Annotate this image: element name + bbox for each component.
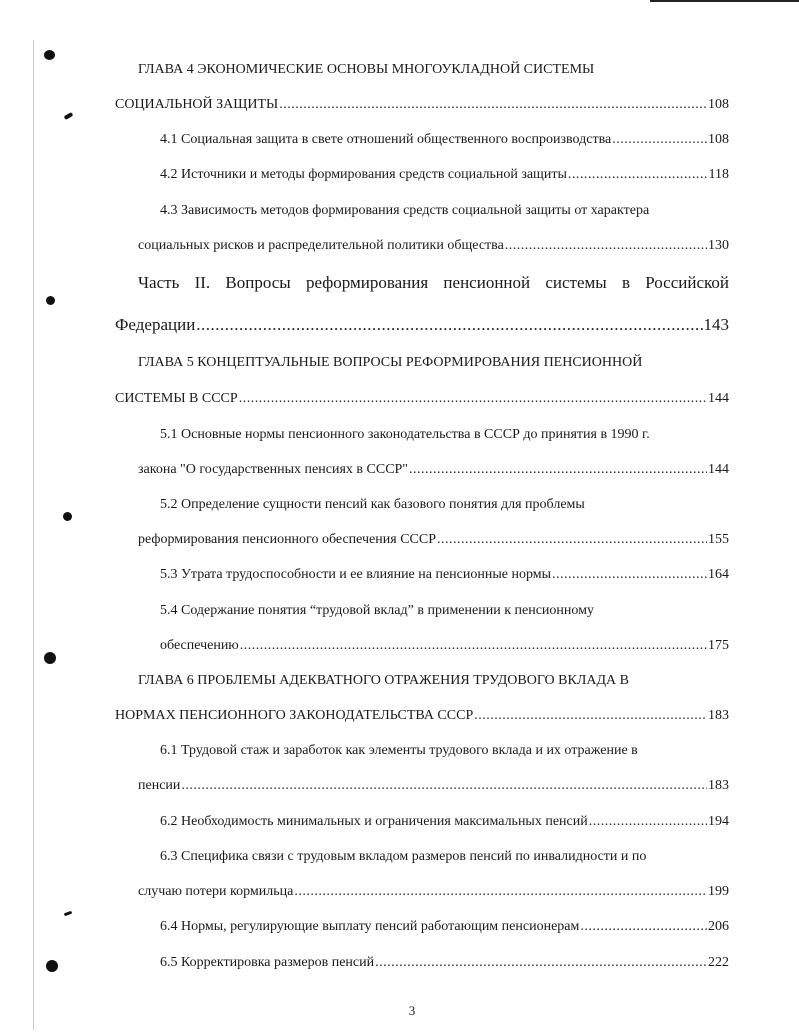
scan-edge-line <box>650 0 799 2</box>
toc-entry-label: пенсии <box>138 778 181 793</box>
scan-mark <box>63 512 72 521</box>
toc-entry-4-1 <box>160 131 729 149</box>
toc-page-number: 194 <box>708 814 729 829</box>
toc-page-number: 143 <box>703 315 729 334</box>
toc-dot-leader <box>568 166 708 184</box>
scan-mark <box>44 50 55 60</box>
toc-dot-leader <box>589 813 707 831</box>
toc-dot-leader <box>474 707 707 725</box>
toc-dot-leader <box>409 461 707 479</box>
toc-entry-5-4 <box>160 637 729 655</box>
toc-entry-6-3-line-1: 6.3 Специфика связи с трудовым вкладом размеров пенсий по инвалидности и по <box>160 849 647 864</box>
toc-chapter-6-title: ГЛАВА 6 ПРОБЛЕМЫ АДЕКВАТНОГО ОТРАЖЕНИЯ ТРУДОВОГО ВКЛАДА В <box>138 673 629 688</box>
toc-dot-leader <box>181 777 707 795</box>
toc-entry-6-2 <box>160 813 729 831</box>
toc-entry-label: НОРМАХ ПЕНСИОННОГО ЗАКОНОДАТЕЛЬСТВА СССР <box>115 708 474 723</box>
toc-page-number: 144 <box>708 462 729 477</box>
toc-entry-chapter-4 <box>115 96 729 114</box>
toc-entry-5-1 <box>138 461 729 479</box>
toc-dot-leader <box>580 918 707 936</box>
toc-entry-label: социальных рисков и распределительной политики общества <box>138 238 504 253</box>
toc-entry-label: 4.2 Источники и методы формирования средств социальной защиты <box>160 167 567 182</box>
toc-entry-label: 6.2 Необходимость минимальных и ограничения максимальных пенсий <box>160 814 588 829</box>
toc-entry-6-3 <box>138 883 729 901</box>
toc-entry-6-4 <box>160 918 729 936</box>
toc-entry-5-4-line-1: 5.4 Содержание понятия “трудовой вклад” в применении к пенсионному <box>160 603 594 618</box>
toc-page-number: 108 <box>708 132 729 147</box>
toc-entry-4-2 <box>160 166 729 184</box>
toc-chapter-4-title: ГЛАВА 4 ЭКОНОМИЧЕСКИЕ ОСНОВЫ МНОГОУКЛАДНОЙ СИСТЕМЫ <box>138 62 595 77</box>
toc-page-number: 144 <box>708 391 729 406</box>
toc-entry-label: 6.4 Нормы, регулирующие выплату пенсий работающим пенсионерам <box>160 919 580 934</box>
toc-page-number: 108 <box>708 97 729 112</box>
toc-page-number: 222 <box>708 955 729 970</box>
toc-dot-leader <box>437 531 707 549</box>
toc-page-number: 175 <box>708 638 729 653</box>
toc-entry-label: закона "О государственных пенсиях в СССР" <box>138 462 409 477</box>
toc-entry-label: Федерации <box>115 315 196 334</box>
toc-page-number: 155 <box>708 532 729 547</box>
scan-mark <box>46 296 55 305</box>
scan-edge-line <box>33 40 34 1030</box>
toc-dot-leader <box>240 637 707 655</box>
toc-entry-4-3 <box>138 237 729 255</box>
toc-entry-6-5 <box>160 954 729 972</box>
toc-entry-label: 5.3 Утрата трудоспособности и ее влияние на пенсионные нормы <box>160 567 552 582</box>
toc-entry-5-2-line-1: 5.2 Определение сущности пенсий как базового понятия для проблемы <box>160 497 585 512</box>
toc-dot-leader <box>612 131 707 149</box>
toc-dot-leader <box>196 314 702 336</box>
toc-dot-leader <box>279 96 707 114</box>
toc-entry-5-3 <box>160 566 729 584</box>
toc-page-number: 183 <box>708 708 729 723</box>
scan-mark <box>44 652 56 664</box>
toc-page-number: 206 <box>708 919 729 934</box>
toc-page-number: 118 <box>708 167 729 182</box>
scan-mark <box>64 911 73 917</box>
toc-page-number: 183 <box>708 778 729 793</box>
toc-page-number: 164 <box>708 567 729 582</box>
toc-entry-part-2 <box>115 314 729 336</box>
toc-entry-4-3-line-1: 4.3 Зависимость методов формирования средств социальной защиты от характера <box>160 203 650 218</box>
toc-dot-leader <box>505 237 707 255</box>
toc-page-number: 130 <box>708 238 729 253</box>
toc-part-2-title: Часть II. Вопросы реформирования пенсионной системы в Российской <box>138 273 729 292</box>
toc-dot-leader <box>552 566 707 584</box>
toc-entry-6-1-line-1: 6.1 Трудовой стаж и заработок как элементы трудового вклада и их отражение в <box>160 743 638 758</box>
toc-dot-leader <box>375 954 707 972</box>
toc-entry-label: СИСТЕМЫ В СССР <box>115 391 238 406</box>
toc-dot-leader <box>239 390 707 408</box>
toc-page-number: 199 <box>708 884 729 899</box>
toc-entry-label: СОЦИАЛЬНОЙ ЗАЩИТЫ <box>115 97 279 112</box>
page-number: 3 <box>408 1003 416 1018</box>
toc-entry-chapter-6 <box>115 707 729 725</box>
toc-entry-label: реформирования пенсионного обеспечения СССР <box>138 532 436 547</box>
toc-entry-label: 4.1 Социальная защита в свете отношений общественного воспроизводства <box>160 132 612 147</box>
scan-mark <box>64 112 74 120</box>
toc-entry-5-1-line-1: 5.1 Основные нормы пенсионного законодательства в СССР до принятия в 1990 г. <box>160 427 650 442</box>
toc-entry-chapter-5 <box>115 390 729 408</box>
toc-chapter-5-title: ГЛАВА 5 КОНЦЕПТУАЛЬНЫЕ ВОПРОСЫ РЕФОРМИРОВАНИЯ ПЕНСИОННОЙ <box>138 355 643 370</box>
toc-entry-5-2 <box>138 531 729 549</box>
toc-entry-6-1 <box>138 777 729 795</box>
toc-entry-label: 6.5 Корректировка размеров пенсий <box>160 955 375 970</box>
toc-entry-label: обеспечению <box>160 638 239 653</box>
toc-entry-label: случаю потери кормильца <box>138 884 294 899</box>
scan-mark <box>46 960 58 972</box>
toc-dot-leader <box>294 883 707 901</box>
